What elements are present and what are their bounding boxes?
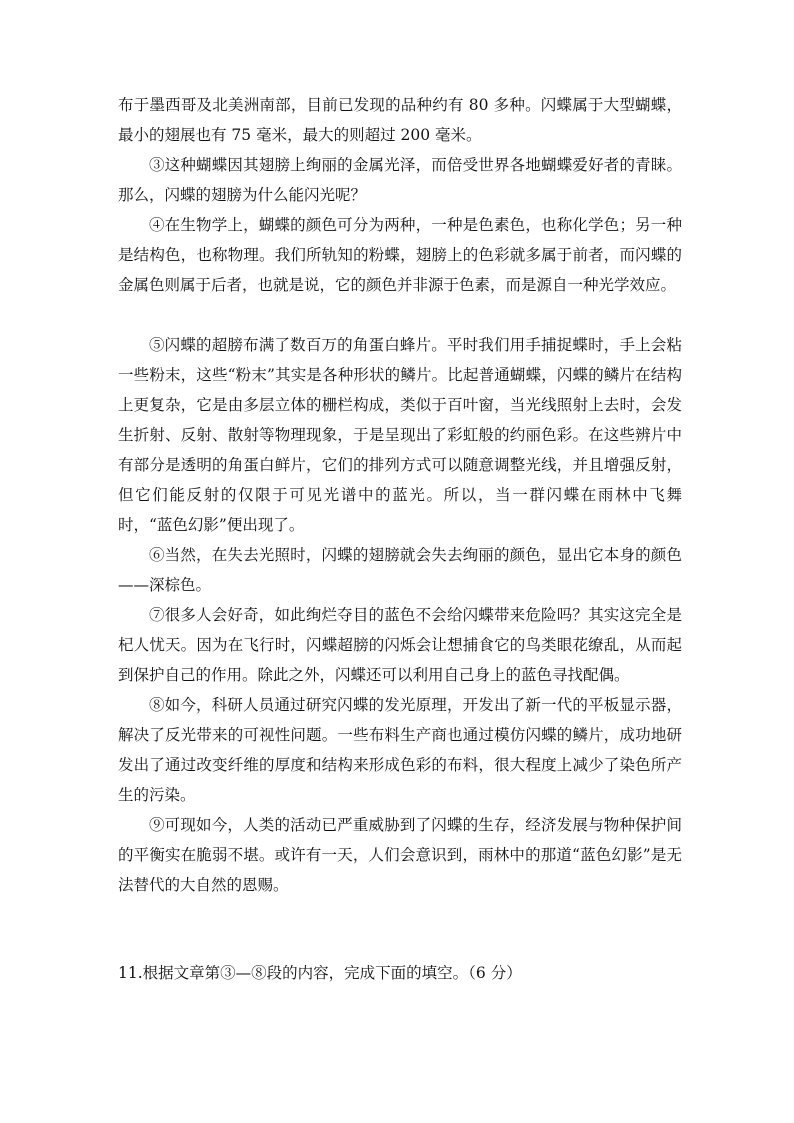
paragraph-4: ④在生物学上，蝴蝶的颜色可分为两种，一种是色素色，也称化学色；另一种是结构色，也称物理。我们所轨知的粉蝶，翅膀上的色彩就多属于前者，而闪蝶的金属色则属于后者，也就是说，它的颜色并非源于色素，而是源自一种光学效应。 [118, 216, 682, 294]
paragraph-continuation: 布于墨西哥及北美洲南部，目前已发现的品种约有 80 多种。闪蝶属于大型蝴蝶，最小的翅展也有 75 毫米，最大的则超过 200 毫米。 [118, 96, 682, 144]
paragraph-7: ⑦很多人会好奇，如此绚烂夺目的蓝色不会给闪蝶带来危险吗？其实这完全是杞人忧天。因为在飞行时，闪蝶超膀的闪烁会让想捕食它的鸟类眼花缭乱，从而起到保护自己的作用。除此之外，闪蝶还可以利用自己身上的蓝色寻找配偶。 [118, 606, 682, 684]
paragraph-6: ⑥当然，在失去光照时，闪蝶的翅膀就会失去绚丽的颜色，显出它本身的颜色——深棕色。 [118, 546, 682, 594]
question-11: 11.根据文章第③—⑧段的内容，完成下面的填空。（6 分） [118, 964, 522, 982]
paragraph-3: ③这种蝴蝶因其翅膀上绚丽的金属光泽，而倍受世界各地蝴蝶爱好者的青睐。那么，闪蝶的翅膀为什么能闪光呢？ [118, 156, 682, 204]
paragraph-5: ⑤闪蝶的超膀布满了数百万的角蛋白蜂片。平时我们用手捕捉蝶时，手上会粘一些粉末，这些“粉末”其实是各种形状的鳞片。比起普通蝴蝶，闪蝶的鳞片在结构上更复杂，它是由多层立体的栅栏构成，类似于百叶窗，当光线照射上去时，会发生折射、反射、散射等物理现象，于是呈现出了彩虹般的约丽色彩。在这些辨片中有部分是透明的角蛋白鲜片，它们的排列方式可以随意调整光线，并且增强反射，但它们能反射的仅限于可见光谱中的蓝光。所以，当一群闪蝶在雨林中飞舞时，“蓝色幻影”便出现了。 [118, 336, 682, 534]
paragraph-8: ⑧如今，科研人员通过研究闪蝶的发光原理，开发出了新一代的平板显示器，解决了反光带来的可视性问题。一些布料生产商也通过模仿闪蝶的鳞片，成功地研发出了通过改变纤维的厚度和结构来形成色彩的布料，很大程度上减少了染色所产生的污染。 [118, 696, 682, 804]
paragraph-9: ⑨可现如今，人类的活动已严重威胁到了闪蝶的生存，经济发展与物种保护间的平衡实在脆弱不堪。或许有一天，人们会意识到，雨林中的那道“蓝色幻影”是无法替代的大自然的恩赐。 [118, 816, 682, 894]
